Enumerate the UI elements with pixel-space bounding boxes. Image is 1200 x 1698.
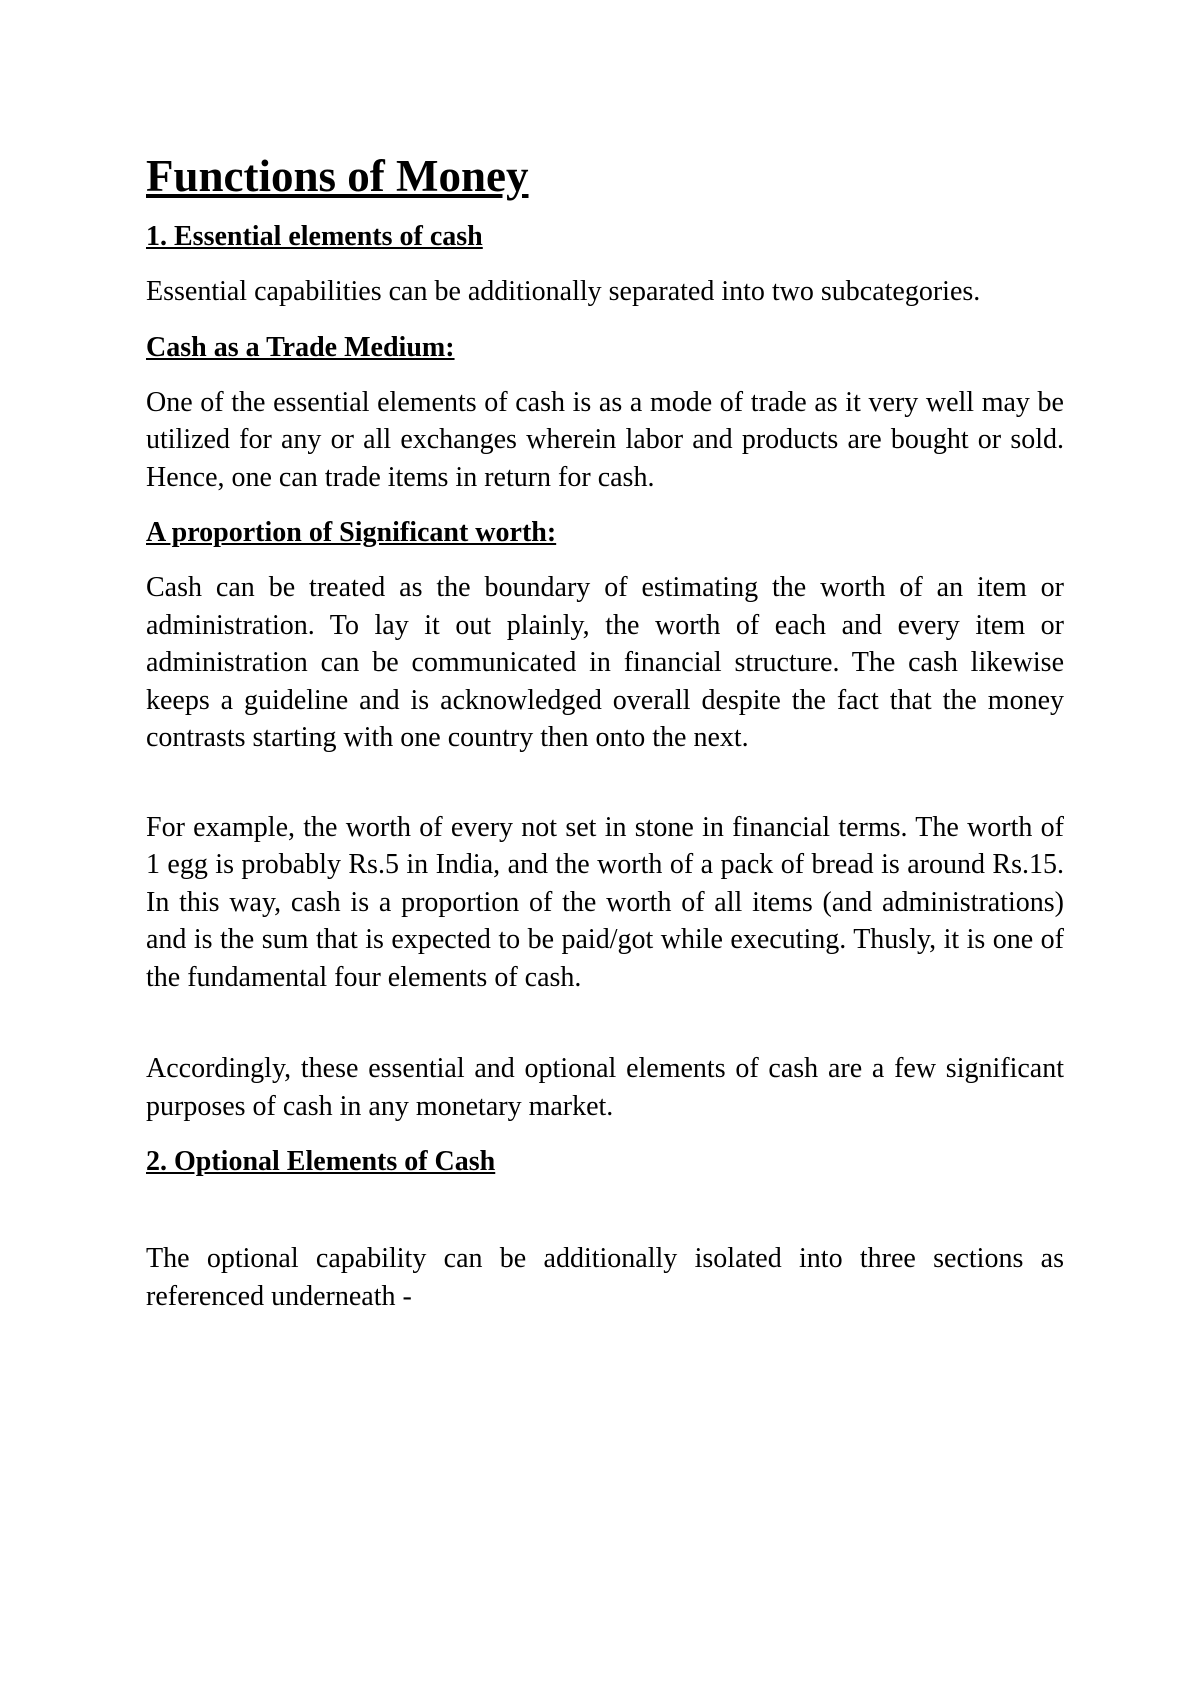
trade-medium-paragraph: One of the essential elements of cash is as a mode of trade as it very well may be utilized for any or all exchanges wherein labor and products are bought or sold. Hence, one can trade items in return for cash.: [146, 386, 1064, 493]
trade-medium-heading: Cash as a Trade Medium:: [146, 331, 455, 363]
section-1-intro: Essential capabilities can be additionally separated into two subcategories.: [146, 276, 981, 307]
significant-worth-paragraph: Cash can be treated as the boundary of estimating the worth of an item or administration. To lay it out plainly, the worth of each and every item or administration can be communicated in financial structure. The cash likewise keeps a guideline and is acknowledged overall despite the fact that the money contrasts starting with one country then onto the next.: [146, 572, 1064, 753]
page-title: Functions of Money: [146, 151, 529, 201]
section-2-heading: 2. Optional Elements of Cash: [146, 1146, 496, 1177]
significant-worth-heading: A proportion of Significant worth:: [146, 517, 557, 548]
section-1-heading: 1. Essential elements of cash: [146, 221, 483, 252]
section-2-intro: The optional capability can be additionally isolated into three sections as referenced underneath -: [146, 1243, 1064, 1312]
example-paragraph: For example, the worth of every not set in stone in financial terms. The worth of 1 egg is probably Rs.5 in India, and the worth of a pack of bread is around Rs.15. In this way, cash is a proportion of the worth of all items (and administrations) and is the sum that is expected to be paid/got while executing. Thusly, it is one of the fundamental four elements of cash.: [146, 811, 1064, 993]
conclusion-paragraph: Accordingly, these essential and optional elements of cash are a few significant purposes of cash in any monetary market.: [146, 1053, 1064, 1122]
document-page: [146, 148, 1064, 1333]
